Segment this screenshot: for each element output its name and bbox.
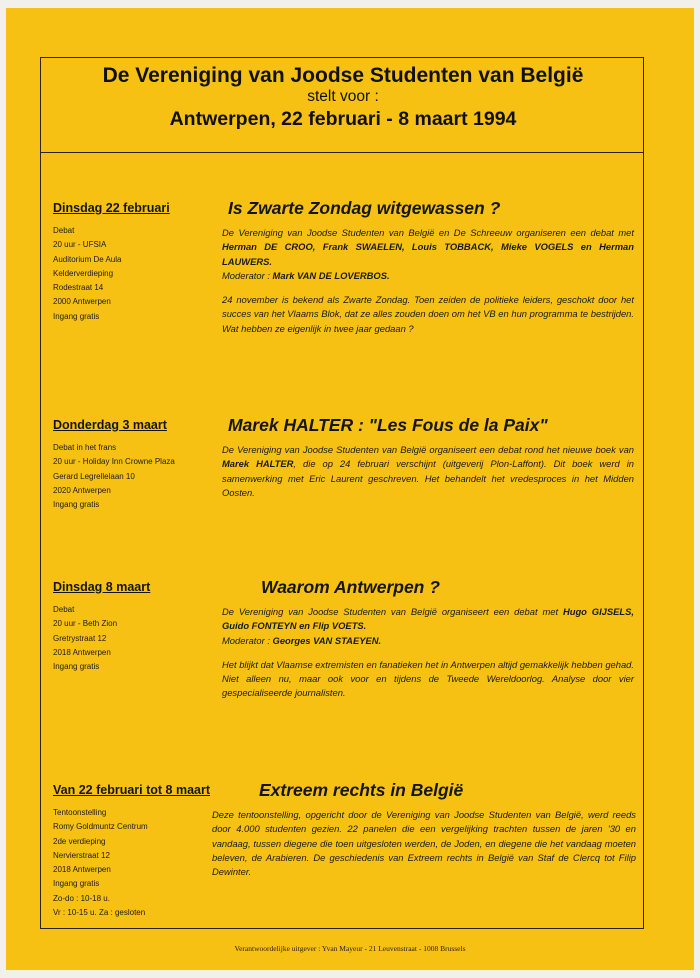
event-description xyxy=(222,605,634,701)
description-paragraph: De Vereniging van Joodse Studenten van België en De Schreeuw organiseren een debat met Herman DE CROO, Frank SWAELEN, Louis TOBBACK, Mieke VOGELS en Herman LAUWERS. Moderator : Mark VAN DE LOVERBOS. xyxy=(222,227,634,281)
speaker-names: Herman DE CROO, Frank SWAELEN, Louis TOBBACK, Mieke VOGELS en Herman LAUWERS. xyxy=(222,241,634,267)
event-description xyxy=(222,443,634,500)
event-date: Van 22 februari tot 8 maart xyxy=(53,783,211,797)
info-line: 20 uur - UFSIA xyxy=(53,240,107,250)
presents-line: stelt voor : xyxy=(307,88,379,105)
info-line: Kelderverdieping xyxy=(53,268,114,278)
moderator-name: Georges VAN STAEYEN. xyxy=(272,634,382,646)
info-line: Zo-do : 10-18 u. xyxy=(53,893,110,903)
description-paragraph: 24 november is bekend als Zwarte Zondag. Toen zeiden de politieke leiders, geschokt door het succes van het Vlaams Blok, dat ze alles zouden doen om het VB en hun programma te bestrijden. Wat hebben ze eigenlijk in twee jaar gedaan ? xyxy=(222,294,634,334)
event-info xyxy=(53,806,148,920)
publisher-footer: Verantwoordelijke uitgever : Yvan Mayeur - 21 Leuvenstraat - 1008 Brussels xyxy=(234,944,466,953)
organizer-title: De Vereniging van Joodse Studenten van België xyxy=(102,64,584,87)
description-paragraph: Deze tentoonstelling, opgericht door de Vereniging van Joodse Studenten van België, werd reeds door 4.000 studenten gezien. 22 panelen die een vergelijking trachten tussen de jaren '30 en vandaag, tussen diegene die toen uitgesloten werden, de Joden, en diegene die het vandaag moeten beleven, de Arabieren. De geschiedenis van Extreem rechts in België van Staf de Clercq tot Filip Dewinter. xyxy=(212,809,636,878)
info-line: Tentoonstelling xyxy=(53,808,107,817)
author-name: Marek HALTER xyxy=(222,458,294,470)
info-line: 2de verdieping xyxy=(53,836,106,846)
poster-header xyxy=(41,64,645,132)
description-paragraph: De Vereniging van Joodse Studenten van België organiseert een debat met Hugo GIJSELS, Guido FONTEYN en Flip VOETS. Moderator : Georges VAN STAEYEN. xyxy=(222,606,634,646)
info-line: Debat xyxy=(53,226,75,235)
description-paragraph: De Vereniging van Joodse Studenten van België organiseert een debat rond het nieuwe boek van Marek HALTER, die op 24 februari verschijnt (uitgeverij Plon-Laffont). Dit boek werd in samenwerking met Eric Laurent geschreven. Het behandelt het vredesproces in het Midden Oosten. xyxy=(222,444,634,498)
info-line: 2000 Antwerpen xyxy=(53,297,111,307)
event-date: Dinsdag 8 maart xyxy=(53,580,151,594)
info-line: 2020 Antwerpen xyxy=(53,485,111,495)
info-line: Ingang gratis xyxy=(53,311,100,321)
event-period: Antwerpen, 22 februari - 8 maart 1994 xyxy=(169,108,517,130)
info-line: 20 uur - Beth Zion xyxy=(53,619,118,629)
info-line: 20 uur - Holiday Inn Crowne Plaza xyxy=(53,457,175,467)
info-line: Gretrystraat 12 xyxy=(53,633,107,643)
event-date: Donderdag 3 maart xyxy=(53,418,167,432)
event-info xyxy=(53,224,121,324)
info-line: Debat in het frans xyxy=(53,443,117,452)
description-paragraph: Het blijkt dat Vlaamse extremisten en fanatieken het in Antwerpen altijd gemakkelijk hebben gehad. Niet alleen nu, maar ook voor en tijdens de Tweede Wereldoorlog. Analyse door vier gespecialiseerde journalisten. xyxy=(222,658,634,699)
event-description xyxy=(212,808,636,879)
header-divider xyxy=(41,152,643,153)
poster-frame xyxy=(40,57,644,929)
event-info xyxy=(53,603,117,674)
info-line: Debat xyxy=(53,605,75,614)
moderator-name: Mark VAN DE LOVERBOS. xyxy=(272,269,390,281)
event-date: Dinsdag 22 februari xyxy=(53,201,170,215)
event-info xyxy=(53,441,175,512)
event-title: Waarom Antwerpen ? xyxy=(261,577,440,597)
info-line: Auditorium De Aula xyxy=(53,254,122,264)
event-title: Marek HALTER : "Les Fous de la Paix" xyxy=(228,415,548,435)
info-line: 2018 Antwerpen xyxy=(53,865,111,875)
info-line: Vr : 10-15 u. Za : gesloten xyxy=(53,908,146,918)
info-line: Ingang gratis xyxy=(53,662,100,672)
info-line: Gerard Legrellelaan 10 xyxy=(53,471,135,481)
info-line: 2018 Antwerpen xyxy=(53,647,111,657)
info-line: Nervierstraat 12 xyxy=(53,850,110,860)
event-title: Is Zwarte Zondag witgewassen ? xyxy=(228,198,501,218)
event-description xyxy=(222,226,634,336)
info-line: Romy Goldmuntz Centrum xyxy=(53,822,148,832)
speaker-names: Hugo GIJSELS, Guido FONTEYN en Flip VOETS. xyxy=(222,606,634,632)
info-line: Ingang gratis xyxy=(53,500,100,510)
event-title: Extreem rechts in België xyxy=(259,780,464,800)
info-line: Rodestraat 14 xyxy=(53,283,104,293)
info-line: Ingang gratis xyxy=(53,879,100,889)
